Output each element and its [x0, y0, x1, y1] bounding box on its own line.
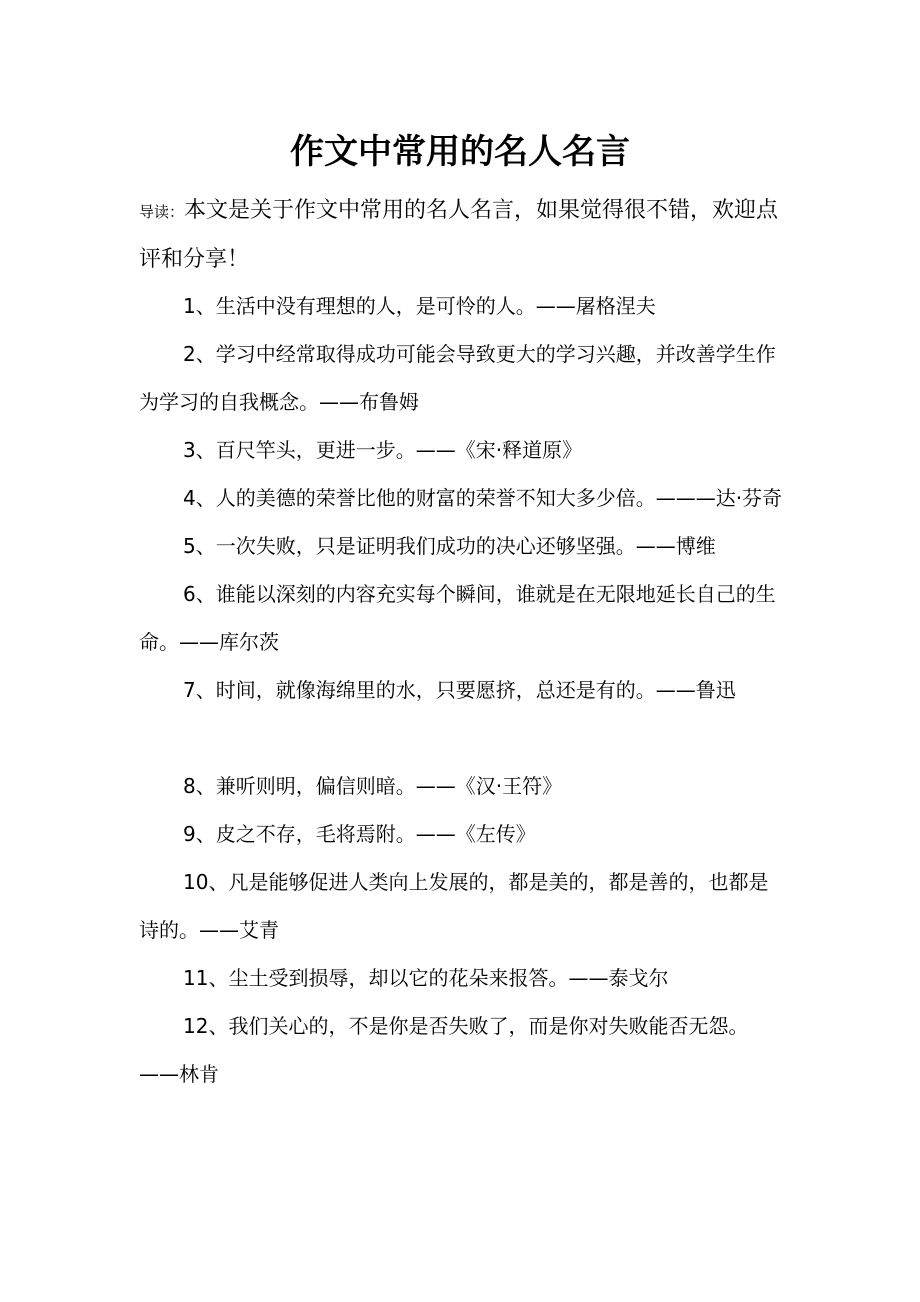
quote-item: 7、时间，就像海绵里的水，只要愿挤，总还是有的。——鲁迅 — [183, 678, 736, 702]
quote-item: 8、兼听则明，偏信则暗。——《汉·王符》 — [183, 774, 563, 798]
quote-item: 1、生活中没有理想的人，是可怜的人。——屠格涅夫 — [183, 294, 656, 318]
quote-item: 12、我们关心的，不是你是否失败了，而是你对失败能否无怨。——林肯 — [139, 1014, 749, 1086]
quote-list — [139, 282, 787, 1098]
quote-item: 4、人的美德的荣誉比他的财富的荣誉不知大多少倍。———达·芬奇 — [183, 486, 783, 510]
quote-item: 3、百尺竿头，更进一步。——《宋·释道原》 — [183, 438, 583, 462]
quote-item: 2、学习中经常取得成功可能会导致更大的学习兴趣，并改善学生作为学习的自我概念。——布鲁姆 — [139, 342, 776, 414]
intro-label: 导读： — [139, 203, 185, 221]
quote-item: 9、皮之不存，毛将焉附。——《左传》 — [183, 822, 536, 846]
document-title: 作文中常用的名人名言 — [290, 132, 630, 172]
quote-item: 5、一次失败，只是证明我们成功的决心还够坚强。——博维 — [183, 534, 716, 558]
intro-text: 本文是关于作文中常用的名人名言，如果觉得很不错，欢迎点评和分享！ — [139, 198, 779, 272]
intro-paragraph — [139, 187, 789, 283]
quote-item: 6、谁能以深刻的内容充实每个瞬间，谁就是在无限地延长自己的生命。——库尔茨 — [139, 582, 776, 654]
quote-item: 10、凡是能够促进人类向上发展的，都是美的，都是善的，也都是诗的。——艾青 — [139, 870, 769, 942]
quote-item: 11、尘土受到损辱，却以它的花朵来报答。——泰戈尔 — [183, 966, 669, 990]
